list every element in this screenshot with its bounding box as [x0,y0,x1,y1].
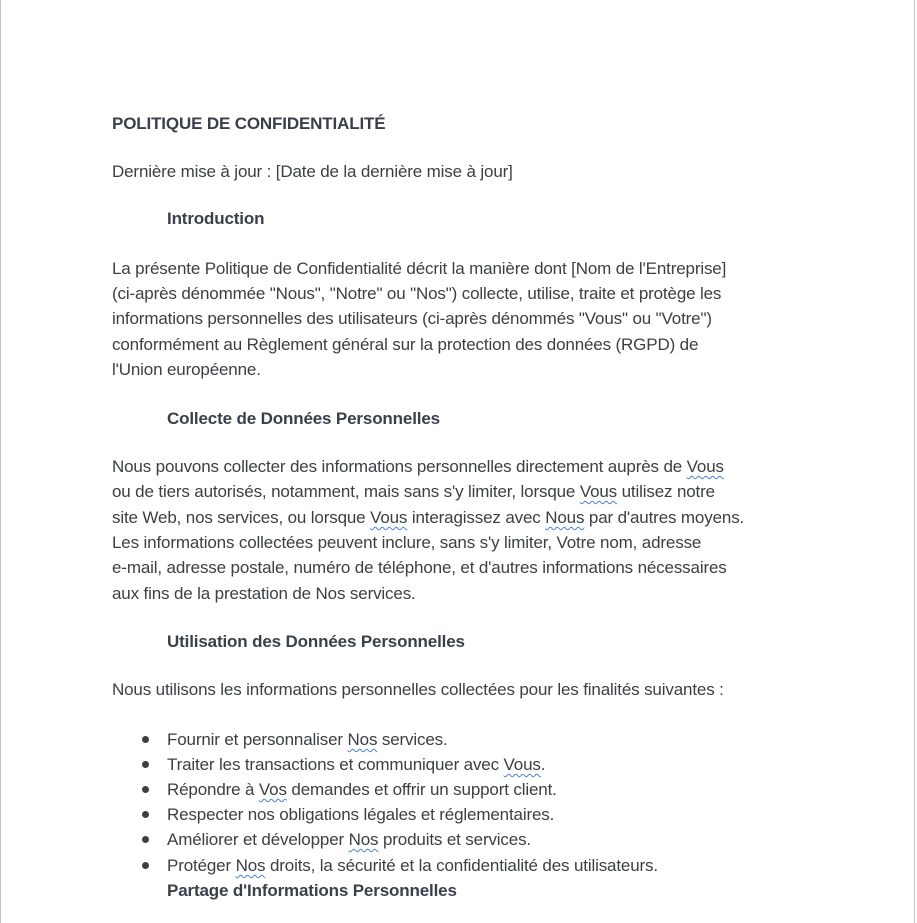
text-run: par d'autres moyens. [584,508,745,527]
text-run: utilisez notre [617,482,715,501]
spellcheck-word[interactable]: Nos [235,856,266,875]
introduction-line: l'Union européenne. [112,360,261,379]
document-title: POLITIQUE DE CONFIDENTIALITÉ [112,114,386,133]
introduction-line: La présente Politique de Confidentialité décrit la manière dont [Nom de l'Entreprise] [112,259,727,278]
bullet-icon [142,862,149,869]
last-updated-text: Dernière mise à jour : [Date de la dernière mise à jour] [112,162,513,181]
list-item [167,827,531,852]
text-run: interagissez avec [407,508,546,527]
spellcheck-word[interactable]: Vous [686,457,724,476]
text-run: services. [377,730,448,749]
list-item [167,777,557,802]
collecte-line [112,479,715,504]
bullet-icon [142,761,149,768]
list-item [167,853,658,878]
collecte-line: aux fins de la prestation de Nos services. [112,584,416,603]
text-run: Traiter les transactions et communiquer avec [167,755,504,774]
text-run: Protéger [167,856,236,875]
introduction-line: informations personnelles des utilisateurs (ci-après dénommés "Vous" ou "Votre") [112,309,712,328]
text-run: produits et services. [378,830,532,849]
text-run: demandes et offrir un support client. [286,780,557,799]
spellcheck-word[interactable]: Nos [347,730,378,749]
bullet-icon [142,786,149,793]
bullet-icon [142,811,149,818]
introduction-line: (ci-après dénommée "Nous", "Notre" ou "Nos") collecte, utilise, traite et protège les [112,284,722,303]
spellcheck-word[interactable]: Vos [258,780,287,799]
collecte-line: e-mail, adresse postale, numéro de téléphone, et d'autres informations nécessaires [112,558,727,577]
text-run: Nous pouvons collecter des informations personnelles directement auprès de [112,457,687,476]
list-item [167,727,448,752]
text-run: Répondre à [167,780,259,799]
list-item [167,802,554,827]
list-item [167,752,545,777]
text-run: site Web, nos services, ou lorsque [112,508,371,527]
collecte-heading: Collecte de Données Personnelles [167,409,440,428]
utilisation-intro: Nous utilisons les informations personnelles collectées pour les finalités suivantes : [112,680,724,699]
text-run: droits, la sécurité et la confidentialité des utilisateurs. [265,856,658,875]
collecte-line [112,505,744,530]
partage-heading: Partage d'Informations Personnelles [167,881,457,900]
text-run: ou de tiers autorisés, notamment, mais sans s'y limiter, lorsque [112,482,580,501]
utilisation-heading: Utilisation des Données Personnelles [167,632,465,651]
bullet-icon [142,736,149,743]
spellcheck-word[interactable]: Nous [545,508,585,527]
text-run: Améliorer et développer [167,830,349,849]
spellcheck-word[interactable]: Nos [348,830,379,849]
spellcheck-word[interactable]: Vous [579,482,618,501]
text-run: Respecter nos obligations légales et réglementaires. [167,805,555,824]
introduction-line: conformément au Règlement général sur la protection des données (RGPD) de [112,335,699,354]
introduction-heading: Introduction [167,209,265,228]
spellcheck-word[interactable]: Vous [370,508,408,527]
bullet-icon [142,836,149,843]
collecte-line [112,454,724,479]
text-run: Fournir et personnaliser [167,730,348,749]
collecte-line: Les informations collectées peuvent inclure, sans s'y limiter, Votre nom, adresse [112,533,702,552]
spellcheck-word[interactable]: Vous [503,755,541,774]
text-run: . [540,755,546,774]
